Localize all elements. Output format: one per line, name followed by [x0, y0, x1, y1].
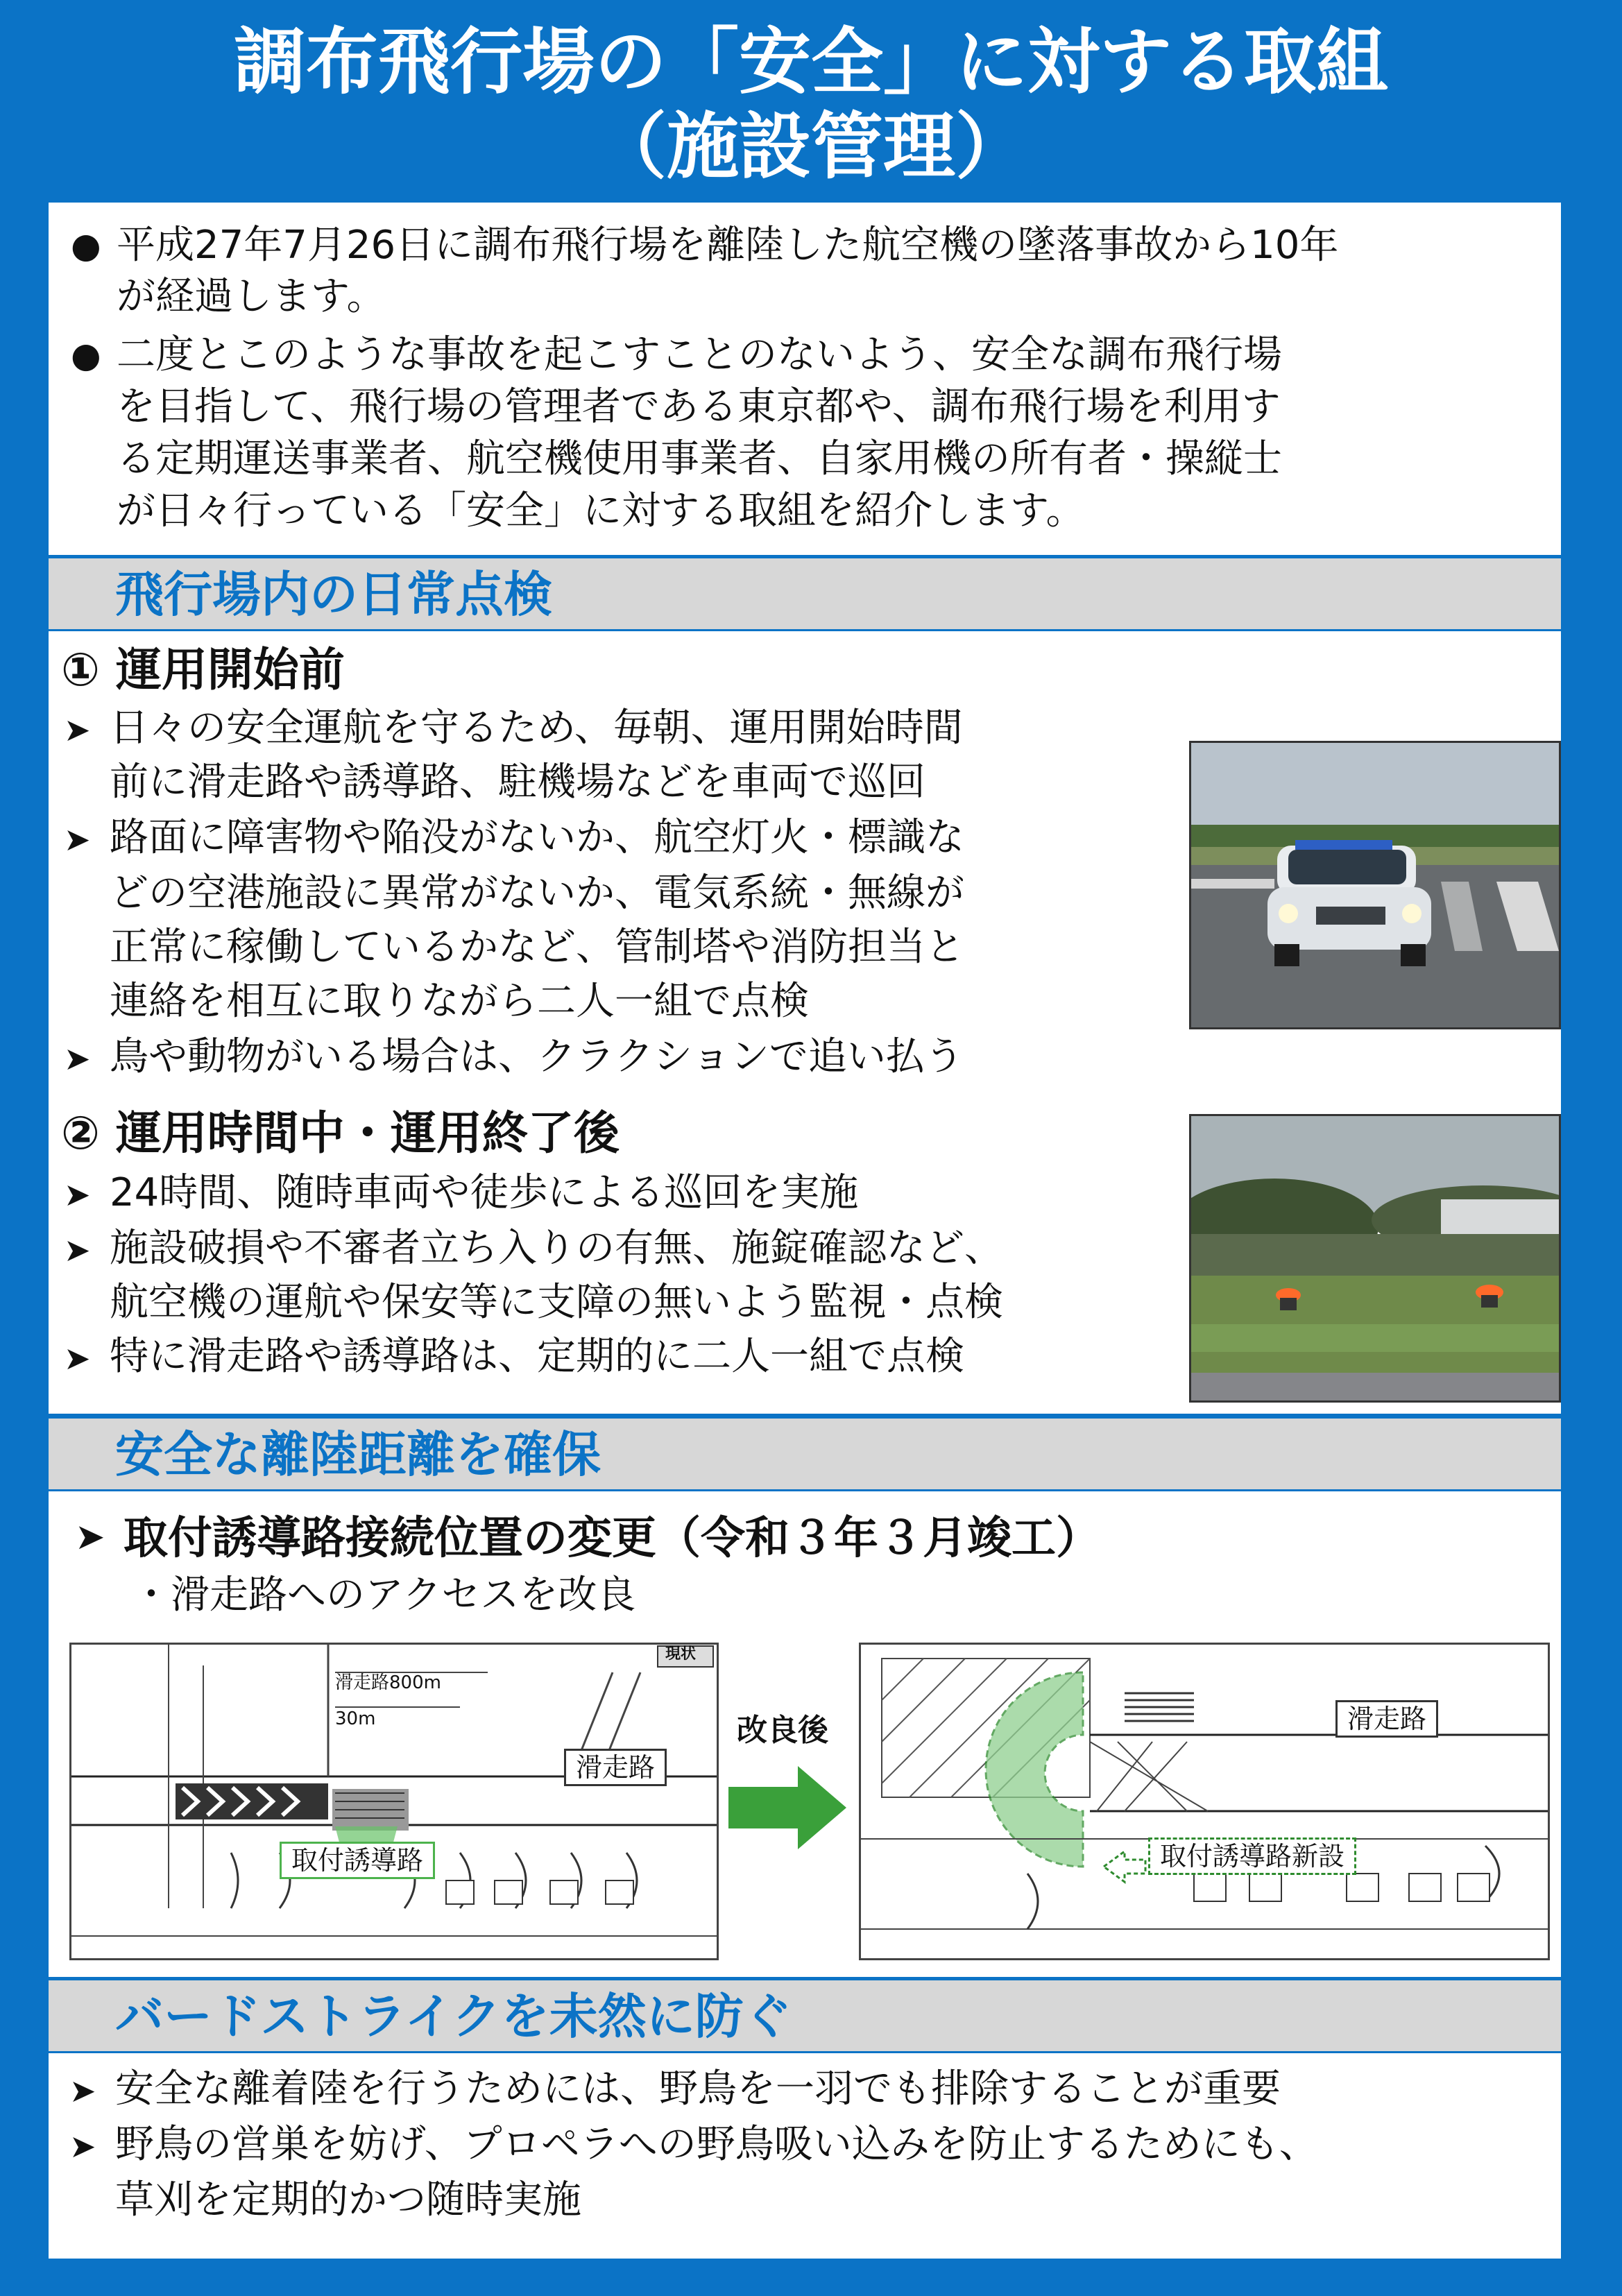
- after-taxiway-label: 取付誘導路新設: [1148, 1837, 1356, 1875]
- sub1-item1-line2: 前に滑走路や誘導路、駐機場などを車両で巡回: [110, 760, 925, 805]
- airfield-lights-photo: [1189, 1114, 1561, 1403]
- bird-item2-line1: 野鳥の営巣を妨げ、プロペラへの野鳥吸い込みを防止するためにも、: [115, 2122, 1318, 2167]
- green-right-arrow-icon: [728, 1766, 853, 1849]
- intro-bullet2-line4: が日々行っている「安全」に対する取組を紹介します。: [117, 488, 1085, 533]
- takeoff-distance-panel: [49, 1491, 1561, 1977]
- offset-dimension: 30m: [335, 1708, 376, 1729]
- section-heading-text: バードストライクを未然に防ぐ: [115, 1988, 792, 2045]
- taxiway-change-subtitle: ・滑走路へのアクセスを改良: [132, 1573, 636, 1618]
- bullet-dot: ●: [71, 335, 101, 375]
- section-heading-text: 飛行場内の日常点検: [115, 566, 552, 623]
- page-title-line1: 調布飛行場の「安全」に対する取組: [233, 19, 1388, 104]
- intro-bullet1-line2: が経過します。: [117, 274, 386, 319]
- sub1-item1-line1: 日々の安全運航を守るため、毎朝、運用開始時間: [110, 705, 963, 751]
- bird-item2-line2: 草刈を定期的かつ随時実施: [115, 2177, 581, 2222]
- arrow-bullet-icon: ➤: [64, 711, 91, 748]
- sub2-item2-line1: 施設破損や不審者立ち入りの有無、施錠確認など、: [110, 1226, 1003, 1271]
- bird-strike-panel: [49, 2053, 1561, 2259]
- runway-length-dimension: 滑走路800m: [335, 1672, 441, 1693]
- section-heading-takeoff-distance: [49, 1416, 1561, 1491]
- sub2-item1-line1: 24時間、随時車両や徒歩による巡回を実施: [110, 1170, 859, 1215]
- section-heading-text: 安全な離陸距離を確保: [115, 1426, 601, 1483]
- sub1-item3-line1: 鳥や動物がいる場合は、クラクションで追い払う: [110, 1034, 964, 1079]
- sub1-item2-line3: 正常に稼働しているかなど、管制塔や消防担当と: [110, 925, 964, 970]
- bird-item1-line1: 安全な離着陸を行うためには、野鳥を一羽でも排除することが重要: [115, 2066, 1281, 2111]
- arrow-bullet-icon: ➤: [75, 1516, 105, 1558]
- arrow-bullet-icon: ➤: [64, 1339, 91, 1377]
- patrol-car-photo: [1189, 741, 1561, 1029]
- intro-bullet2-line2: を目指して、飛行場の管理者である東京都や、調布飛行場を利用す: [117, 384, 1281, 429]
- bullet-dot: ●: [71, 225, 101, 266]
- section-heading-bird-strike: [49, 1978, 1561, 2053]
- arrow-bullet-icon: ➤: [69, 2127, 96, 2165]
- before-layout-diagram: [69, 1643, 719, 1960]
- after-improvement-label: 改良後: [737, 1713, 828, 1748]
- intro-bullet2-line1: 二度とこのような事故を起こすことのないよう、安全な調布飛行場: [117, 332, 1282, 377]
- page-title-line2: （施設管理）: [594, 104, 1027, 189]
- sub1-item2-line2: どの空港施設に異常がないか、電気系統・無線が: [110, 871, 964, 916]
- daily-inspection-panel: [49, 631, 1561, 1414]
- sub2-item3-line1: 特に滑走路や誘導路は、定期的に二人一組で点検: [110, 1334, 964, 1379]
- page-title: [0, 19, 1622, 189]
- arrow-bullet-icon: ➤: [69, 2072, 96, 2109]
- arrow-bullet-icon: ➤: [64, 1231, 91, 1269]
- before-status-tag: 現状: [665, 1645, 697, 1663]
- after-layout-diagram: [859, 1643, 1550, 1960]
- subheading-during-after-operation: ② 運用時間中・運用終了後: [61, 1106, 620, 1160]
- intro-panel: [49, 203, 1561, 555]
- arrow-bullet-icon: ➤: [64, 821, 91, 858]
- intro-bullet1-line1: 平成27年7月26日に調布飛行場を離陸した航空機の墜落事故から10年: [117, 223, 1339, 268]
- sub2-item2-line2: 航空機の運航や保安等に支障の無いよう監視・点検: [110, 1280, 1003, 1325]
- after-runway-label: 滑走路: [1335, 1700, 1438, 1738]
- section-heading-daily-inspection: [49, 556, 1561, 631]
- taxiway-change-title: 取付誘導路接続位置の変更（令和３年３月竣工）: [123, 1513, 1100, 1564]
- before-runway-label: 滑走路: [564, 1749, 667, 1786]
- arrow-bullet-icon: ➤: [64, 1040, 91, 1077]
- before-taxiway-label: 取付誘導路: [280, 1842, 435, 1879]
- subheading-before-operation: ① 運用開始前: [61, 643, 345, 696]
- sub1-item2-line4: 連絡を相互に取りながら二人一組で点検: [110, 979, 809, 1024]
- arrow-bullet-icon: ➤: [64, 1176, 91, 1213]
- intro-bullet2-line3: る定期運送事業者、航空機使用事業者、自家用機の所有者・操縦士: [117, 436, 1282, 481]
- sub1-item2-line1: 路面に障害物や陥没がないか、航空灯火・標識な: [110, 815, 964, 860]
